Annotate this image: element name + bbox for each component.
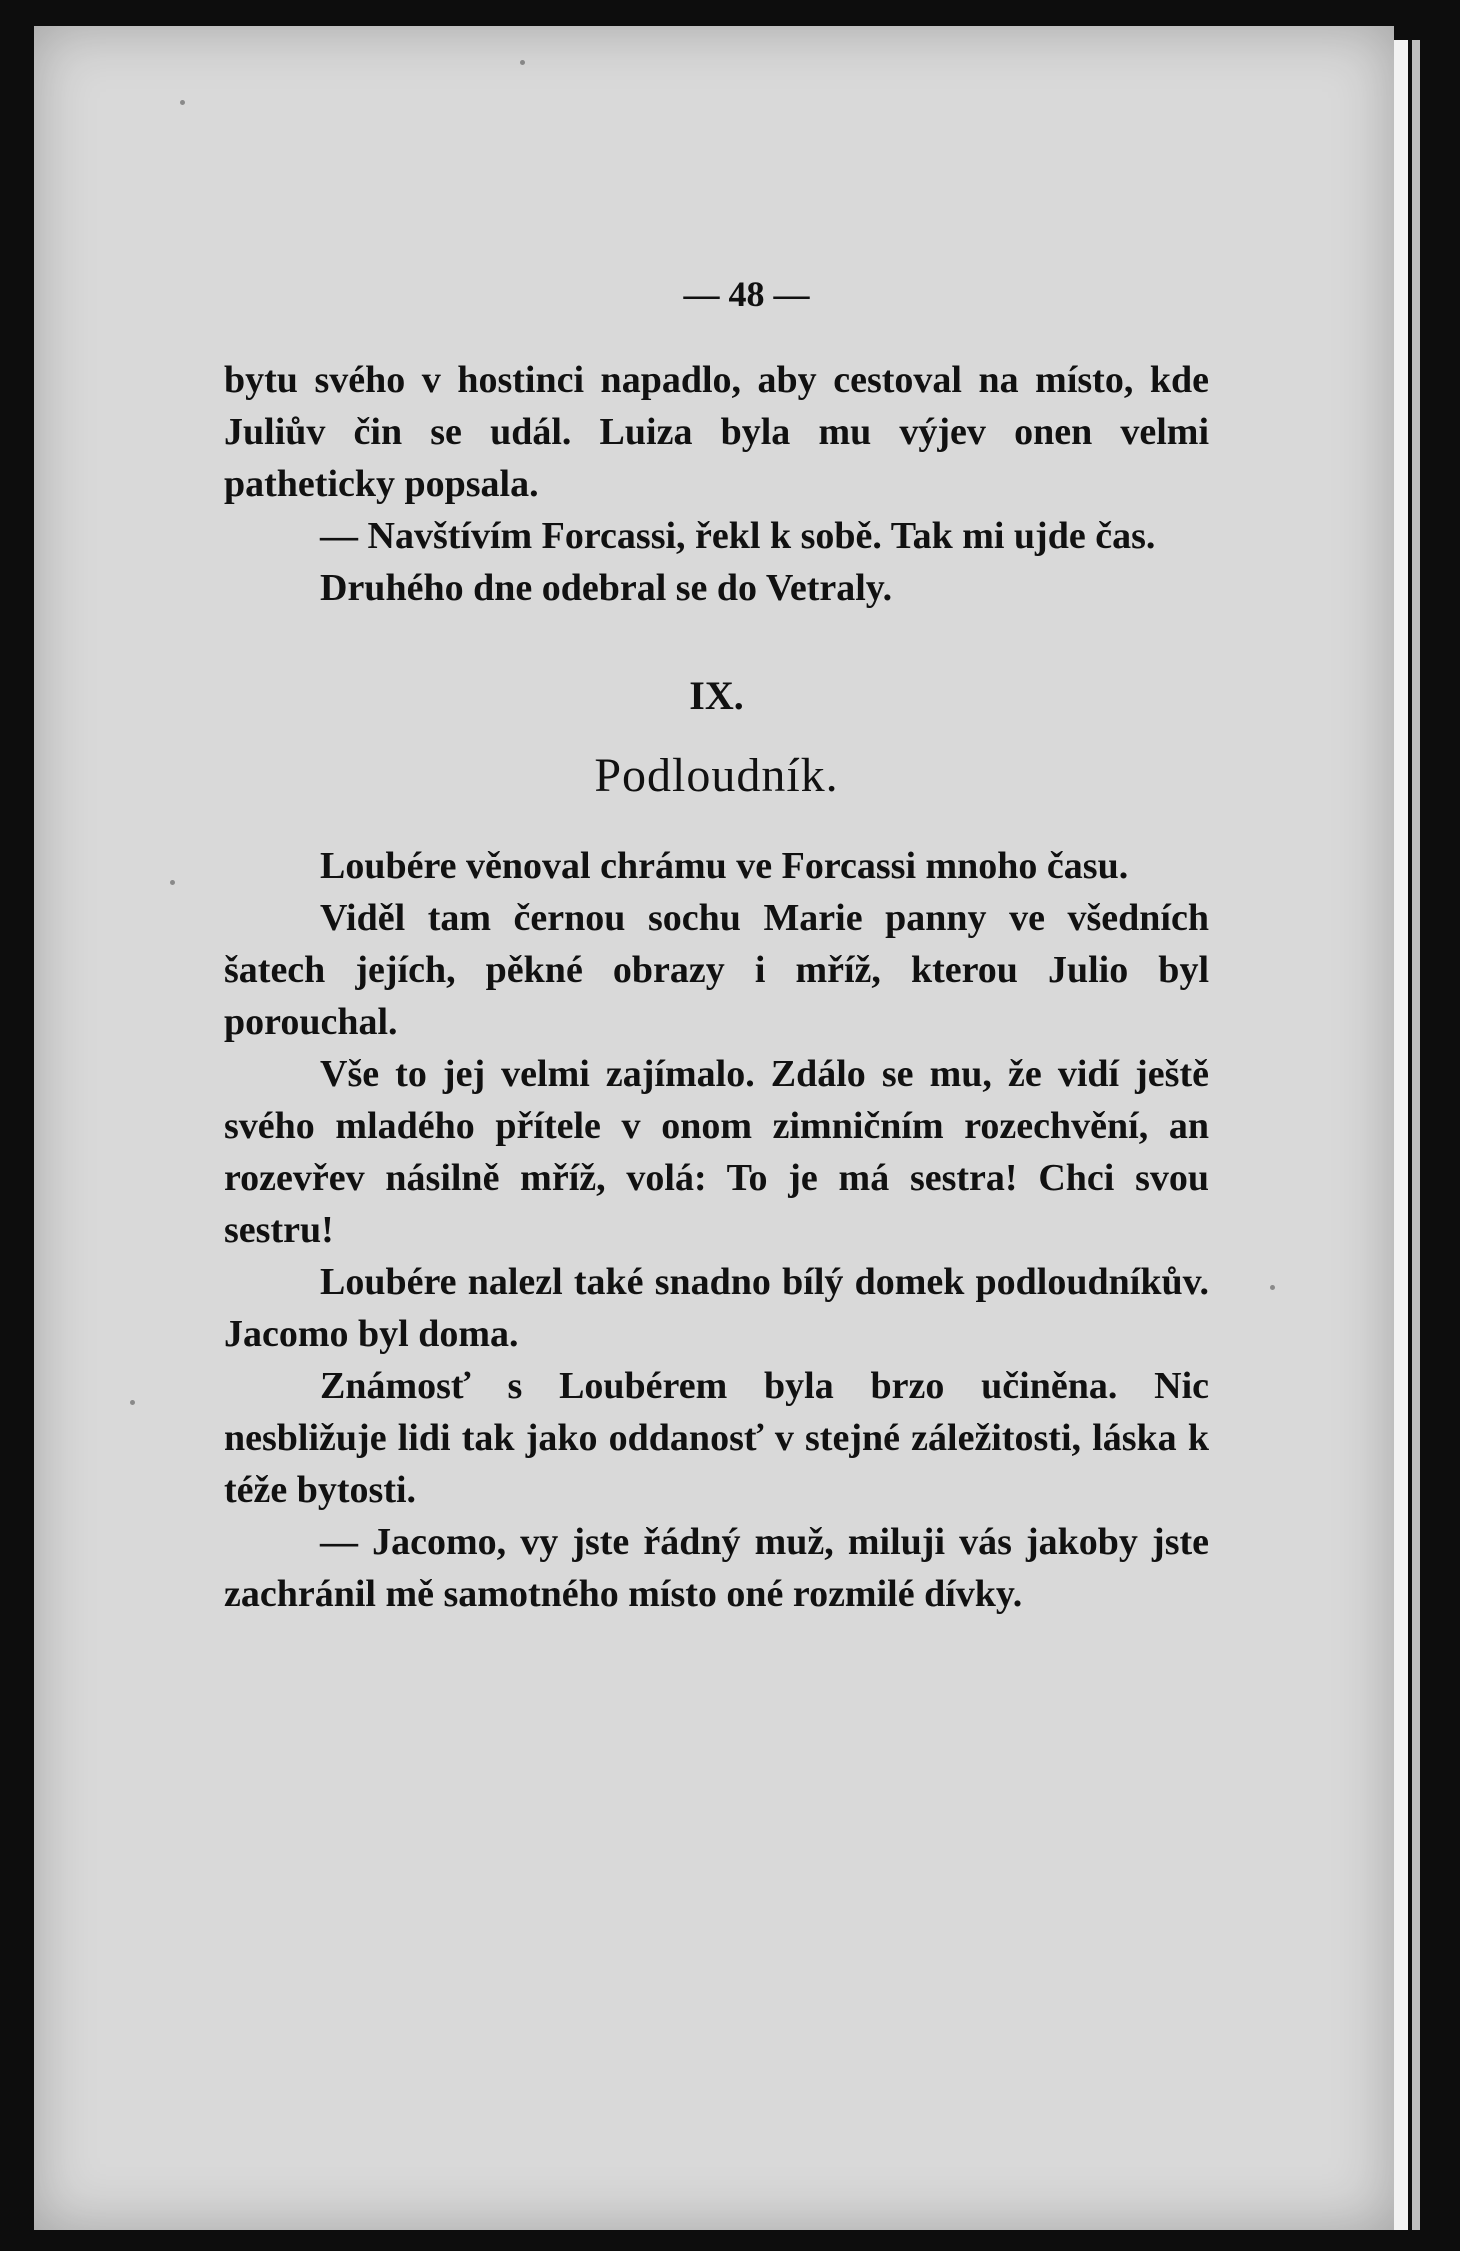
chapter-title: Podloudník. (594, 749, 839, 802)
paragraph: — Jacomo, vy jste řádný muž, miluji vás jakoby jste zachránil mě samotného místo oné rozmilé dívky. (224, 1521, 1209, 1615)
paragraph: Loubére nalezl také snadno bílý domek podloudníkův. Jacomo byl doma. (224, 1261, 1209, 1355)
paper-speck (180, 100, 185, 105)
paper-speck (520, 60, 525, 65)
paragraph: bytu svého v hostinci napadlo, aby cestoval na místo, kde Juliův čin se udál. Luiza byla mu výjev onen velmi patheticky popsala. (224, 359, 1209, 505)
paragraph: Viděl tam černou sochu Marie panny ve všedních šatech jejích, pěkné obrazy i mříž, kterou Julio byl porouchal. (224, 897, 1209, 1043)
page-edge-shadow (1412, 40, 1420, 2230)
paragraph: Druhého dne odebral se do Vetraly. (320, 567, 893, 609)
paragraph: Loubére věnoval chrámu ve Forcassi mnoho času. (320, 845, 1129, 887)
page-text (224, 268, 1209, 1620)
paragraph: — Navštívím Forcassi, řekl k sobě. Tak mi ujde čas. (320, 515, 1156, 557)
paragraph: Známosť s Loubérem byla brzo učiněna. Nic nesbližuje lidi tak jako oddanosť v stejné záležitosti, láska k téže bytosti. (224, 1365, 1209, 1511)
page-number: — 48 — (683, 274, 810, 314)
paper-speck (130, 1400, 135, 1405)
paper-speck (170, 880, 175, 885)
chapter-number: IX. (689, 673, 744, 718)
paper-speck (1270, 1285, 1275, 1290)
page-edge (1394, 40, 1408, 2230)
paragraph: Vše to jej velmi zajímalo. Zdálo se mu, že vidí ještě svého mladého přítele v onom zimničním rozechvění, an rozevřev násilně mříž, volá: To je má sestra! Chci svou sestru! (224, 1053, 1209, 1251)
